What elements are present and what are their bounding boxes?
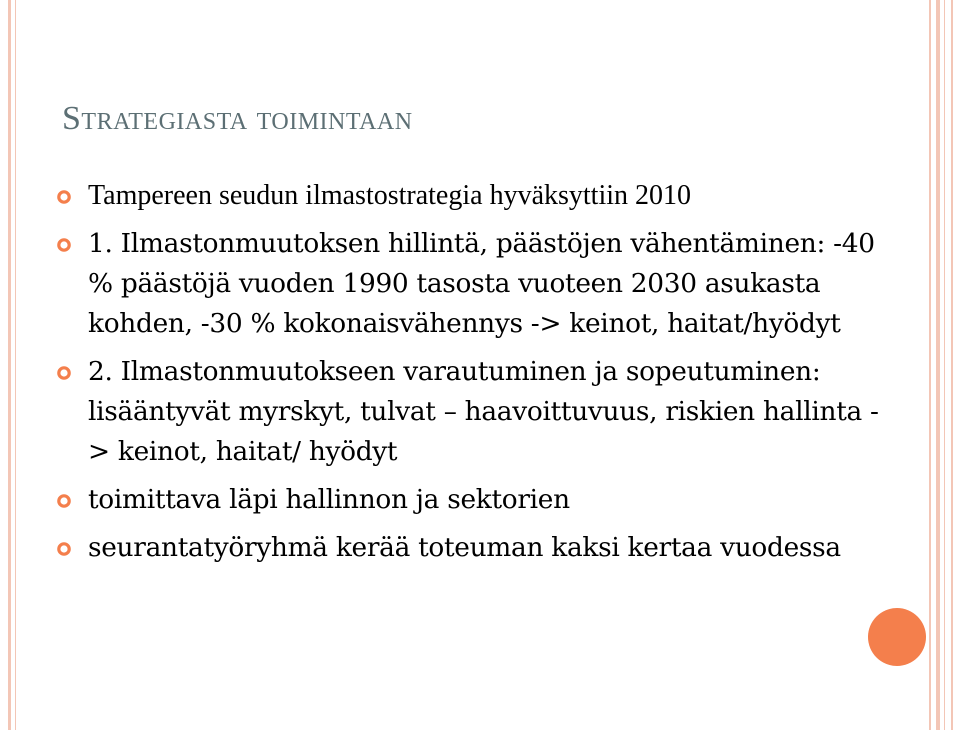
bullet-text: Tampereen seudun ilmastostrategia hyväksyttiin 2010 (88, 180, 692, 211)
bullet-item (88, 352, 888, 472)
frame-line-right (944, 0, 945, 730)
bullet-text: toimittava läpi hallinnon ja sektorien (88, 484, 570, 515)
frame-line-left (8, 0, 11, 730)
circle-bullet-icon (57, 494, 71, 508)
slide-title: Strategiasta toimintaan (62, 100, 413, 137)
frame-line-right (936, 0, 940, 730)
bullet-item (88, 528, 888, 568)
circle-bullet-icon (57, 238, 71, 252)
frame-line-right (951, 0, 953, 730)
decorative-circle (868, 608, 926, 666)
circle-bullet-icon (57, 366, 71, 380)
bullet-text: 1. Ilmastonmuutoksen hillintä, päästöjen vähentäminen: -40 % päästöjä vuoden 1990 tasosta vuoteen 2030 asukasta kohden, -30 % kokonaisvähennys -> keinot, haitat/hyödyt (88, 228, 875, 339)
bullet-text: 2. Ilmastonmuutokseen varautuminen ja sopeutuminen: lisääntyvät myrskyt, tulvat – haavoittuvuus, riskien hallinta -> keinot, haitat/ hyödyt (88, 356, 879, 467)
frame-line-right (929, 0, 931, 730)
circle-bullet-icon (57, 190, 71, 204)
bullet-text: seurantatyöryhmä kerää toteuman kaksi kertaa vuodessa (88, 532, 841, 563)
frame-line-left (15, 0, 16, 730)
circle-bullet-icon (57, 542, 71, 556)
bullet-list (88, 176, 888, 576)
bullet-item (88, 480, 888, 520)
bullet-item (88, 224, 888, 344)
bullet-item (88, 176, 888, 216)
